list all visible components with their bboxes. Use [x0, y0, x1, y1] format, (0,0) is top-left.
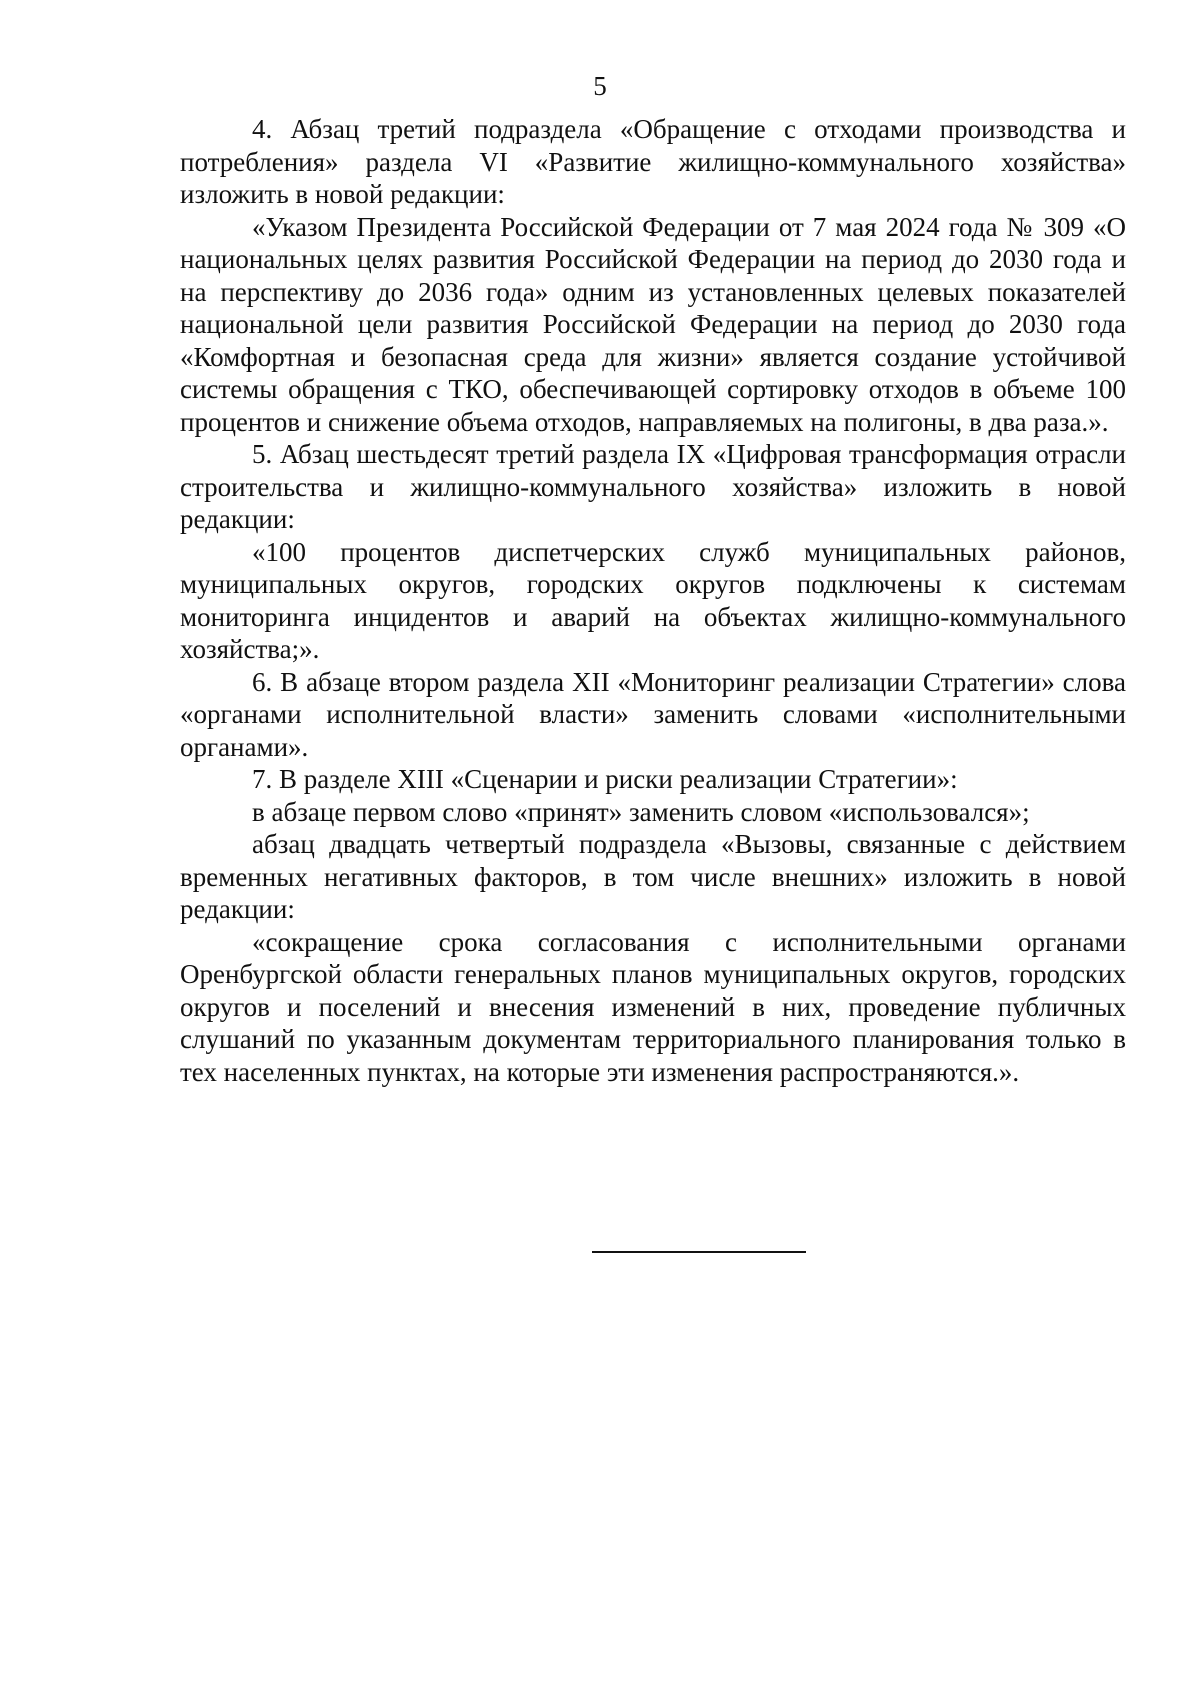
- closing-rule: [592, 1251, 806, 1253]
- paragraph-item-5: 5. Абзац шестьдесят третий раздела IX «Цифровая трансформация отрасли строительства и жилищно-коммунального хозяйства» изложить в новой редакции:: [180, 439, 1126, 534]
- paragraph-item-7-sub-2: абзац двадцать четвертый подраздела «Вызовы, связанные с действием временных негативных факторов, в том числе внешних» изложить в новой редакции:: [180, 829, 1126, 924]
- paragraph-item-6: 6. В абзаце втором раздела XII «Мониторинг реализации Стратегии» слова «органами исполнительной власти» заменить словами «исполнительными органами».: [180, 666, 1126, 762]
- paragraph-quote-item-4: «Указом Президента Российской Федерации от 7 мая 2024 года № 309 «О национальных целях развития Российской Федерации на период до 2030 года и на перспективу до 2036 года» одним из установленных целевых показателей национальной цели развития Российской Федерации на период до 2030 года «Комфортная и безопасная среда для жизни» является создание устойчивой системы обращения с ТКО, обеспечивающей сортировку отходов в объеме 100 процентов и снижение объема отходов, направляемых на полигоны, в два раза.».: [180, 211, 1126, 437]
- paragraph-quote-item-5: «100 процентов диспетчерских служб муниципальных районов, муниципальных округов, городских округов подключены к системам мониторинга инцидентов и аварий на объектах жилищно-коммунального хозяйства;».: [180, 536, 1126, 664]
- paragraph-item-4: 4. Абзац третий подраздела «Обращение с отходами производства и потребления» раздела VI «Развитие жилищно-коммунального хозяйства» изложить в новой редакции:: [180, 114, 1126, 209]
- paragraph-quote-item-7: «сокращение срока согласования с исполнительными органами Оренбургской области генеральных планов муниципальных округов, городских округов и поселений и внесения изменений в них, проведение публичных слушаний по указанным документам территориального планирования только в тех населенных пунктах, на которые эти изменения распространяются.».: [180, 926, 1126, 1087]
- paragraph-item-7-sub-1: в абзаце первом слово «принят» заменить словом «использовался»;: [252, 796, 1030, 827]
- paragraph-item-7: 7. В разделе XIII «Сценарии и риски реализации Стратегии»:: [252, 764, 958, 794]
- document-body: [180, 113, 1126, 1088]
- page-number: 5: [593, 71, 607, 101]
